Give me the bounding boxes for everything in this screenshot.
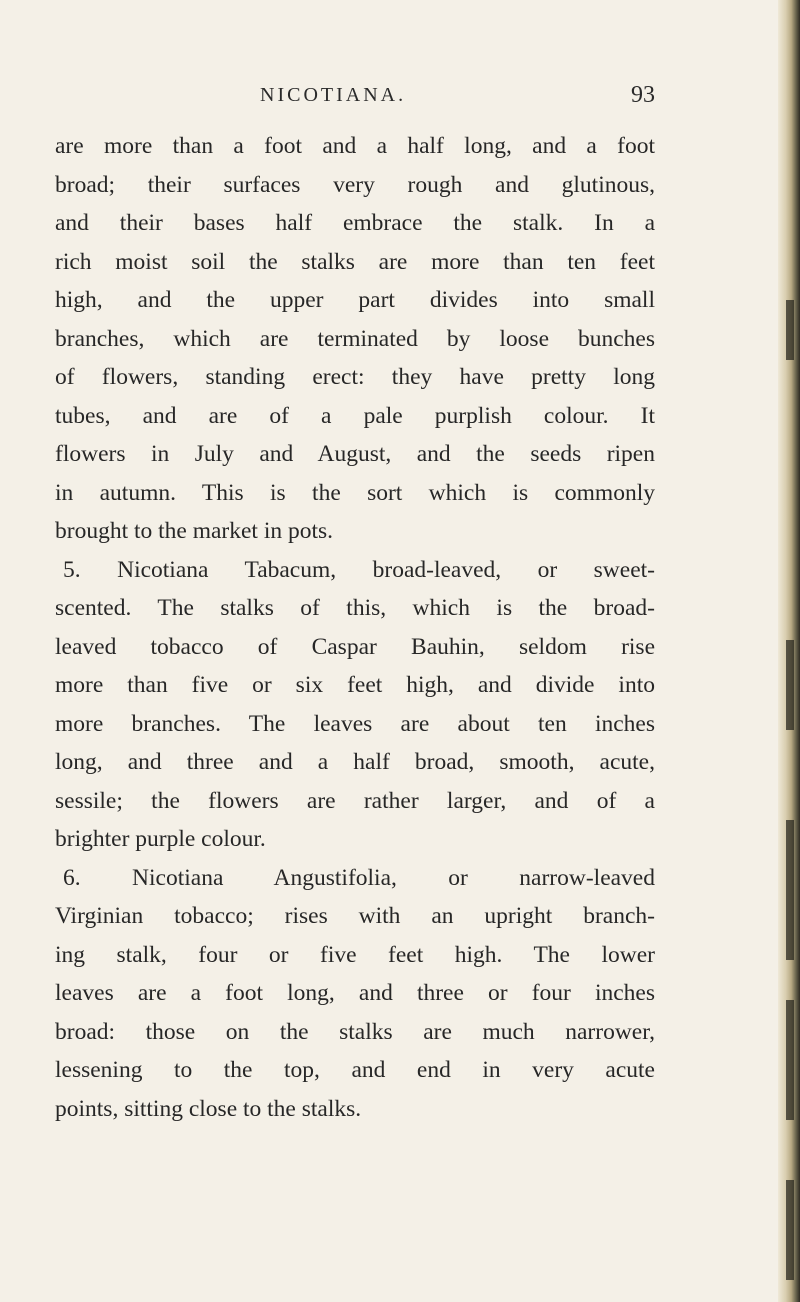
text-line: 6. Nicotiana Angustifolia, or narrow-leaved: [63, 864, 655, 891]
running-title: NICOTIANA.: [260, 84, 407, 106]
text-line: lessening to the top, and end in very acute: [55, 1057, 655, 1083]
text-line: branches, which are terminated by loose bunches: [55, 325, 655, 352]
text-line: leaves are a foot long, and three or four inches: [55, 980, 655, 1006]
text-line: brighter purple colour.: [55, 826, 266, 852]
text-line: sessile; the flowers are rather larger, and of a: [55, 787, 655, 814]
text-line: long, and three and a half broad, smooth, acute,: [55, 749, 655, 775]
text-line: more branches. The leaves are about ten inches: [55, 710, 655, 737]
edge-speck: [786, 300, 794, 360]
text-line: Virginian tobacco; rises with an upright branch-: [55, 903, 655, 929]
edge-speck: [786, 640, 794, 730]
text-line: ing stalk, four or five feet high. The lower: [55, 941, 655, 968]
text-line: leaved tobacco of Caspar Bauhin, seldom rise: [55, 633, 655, 660]
body-text: [55, 127, 655, 1128]
text-line: tubes, and are of a pale purplish colour. It: [55, 402, 655, 429]
text-line: broad: those on the stalks are much narrower,: [55, 1018, 655, 1045]
text-line: 5. Nicotiana Tabacum, broad-leaved, or sweet-: [63, 556, 655, 583]
page-number: 93: [631, 82, 655, 108]
text-line: points, sitting close to the stalks.: [55, 1095, 362, 1122]
text-line: are more than a foot and a half long, and a foot: [55, 133, 655, 159]
text-line: broad; their surfaces very rough and glutinous,: [55, 171, 655, 198]
text-line: rich moist soil the stalks are more than ten feet: [55, 248, 655, 275]
edge-speck: [786, 820, 794, 960]
text-line: in autumn. This is the sort which is commonly: [55, 479, 655, 506]
page-edge-shadow: [778, 0, 800, 1302]
page-header: [55, 84, 655, 120]
text-line: and their bases half embrace the stalk. In a: [55, 210, 655, 236]
text-line: more than five or six feet high, and divide into: [55, 672, 655, 698]
text-line: scented. The stalks of this, which is the broad-: [55, 595, 655, 621]
text-line: of flowers, standing erect: they have pretty long: [55, 364, 655, 390]
edge-speck: [786, 1180, 794, 1280]
text-line: brought to the market in pots.: [55, 518, 334, 544]
edge-speck: [786, 1000, 794, 1120]
text-line: flowers in July and August, and the seeds ripen: [55, 441, 655, 467]
text-line: high, and the upper part divides into small: [55, 287, 655, 313]
